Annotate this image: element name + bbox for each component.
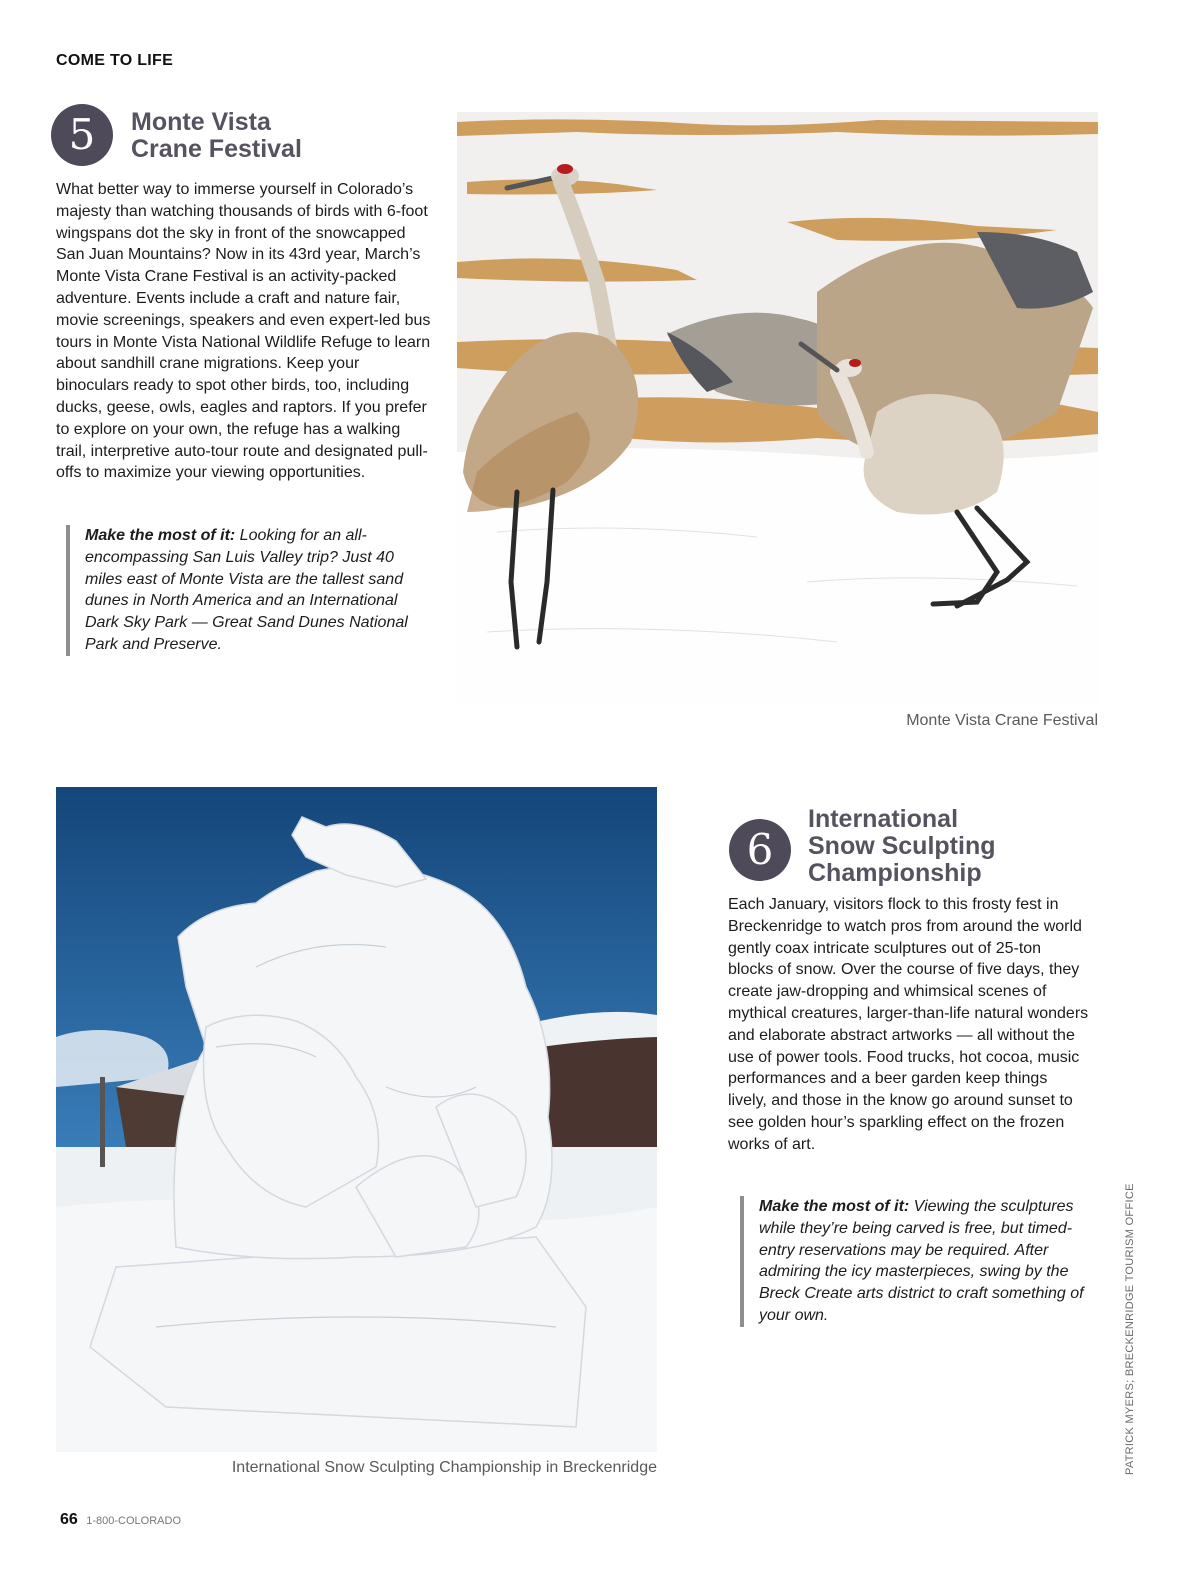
article-body: Each January, visitors flock to this frosty fest in Breckenridge to watch pros from around the world gently coax intricate sculptures out of 25-ton blocks of snow. Over the course of five days, they create jaw-dropping and whimsical scenes of mythical creatures, larger-than-life natural wonders and elaborate abstract artworks — all without the use of power tools. Food trucks, hot cocoa, music performances and a beer garden keep things lively, and those in the know go around sunset to see golden hour’s sparkling effect on the frozen works of art. [728, 896, 1089, 1153]
article-title-line: Monte Vista [131, 108, 271, 136]
photo-caption: International Snow Sculpting Championship in Breckenridge [231, 1459, 657, 1476]
article-title [808, 806, 996, 887]
article-title-line: Championship [808, 859, 982, 887]
article-title-line: Snow Sculpting [808, 832, 996, 860]
tip-text: Viewing the sculptures while they’re being carved is free, but timed-entry reservations may be required. After admiring the icy masterpieces, swing by the Breck Create arts district to craft something of your own. [759, 1198, 1084, 1324]
article-title [131, 109, 302, 163]
tip-lead: Make the most of it: [85, 527, 236, 544]
page-footer [60, 1511, 181, 1529]
article-title-line: International [808, 805, 959, 833]
snow-sculpture-photo [56, 787, 657, 1452]
tip-callout [740, 1196, 1094, 1327]
article-number-badge: 5 [51, 104, 113, 166]
footer-phone: 1-800-COLORADO [86, 1515, 182, 1527]
article-title-line: Crane Festival [131, 135, 302, 163]
tip-lead: Make the most of it: [759, 1198, 910, 1215]
photo-credit: PATRICK MYERS; BRECKENRIDGE TOURISM OFFICE [1124, 1183, 1136, 1475]
article-body: What better way to immerse yourself in Colorado’s majesty than watching thousands of birds with 6-foot wingspans dot the sky in front of the snowcapped San Juan Mountains? Now in its 43rd year, March’s Monte Vista Crane Festival is an activity-packed adventure. Events include a craft and nature fair, movie screenings, speakers and even expert-led bus tours in Monte Vista National Wildlife Refuge to learn about sandhill crane migrations. Keep your binoculars ready to spot other birds, too, including ducks, geese, owls, eagles and raptors. If you prefer to explore on your own, the refuge has a walking trail, interpretive auto-tour route and designated pull-offs to maximize your viewing opportunities. [56, 181, 431, 482]
article-number-badge: 6 [729, 819, 791, 881]
photo-caption: Monte Vista Crane Festival [906, 712, 1098, 729]
tip-text: Looking for an all-encompassing San Luis Valley trip? Just 40 miles east of Monte Vista are the tallest sand dunes in North America and an International Dark Sky Park — Great Sand Dunes National Park and Preserve. [85, 527, 408, 653]
tip-callout [66, 525, 433, 656]
section-label: COME TO LIFE [56, 52, 174, 69]
page-number: 66 [60, 1511, 78, 1528]
crane-festival-photo [457, 112, 1098, 705]
